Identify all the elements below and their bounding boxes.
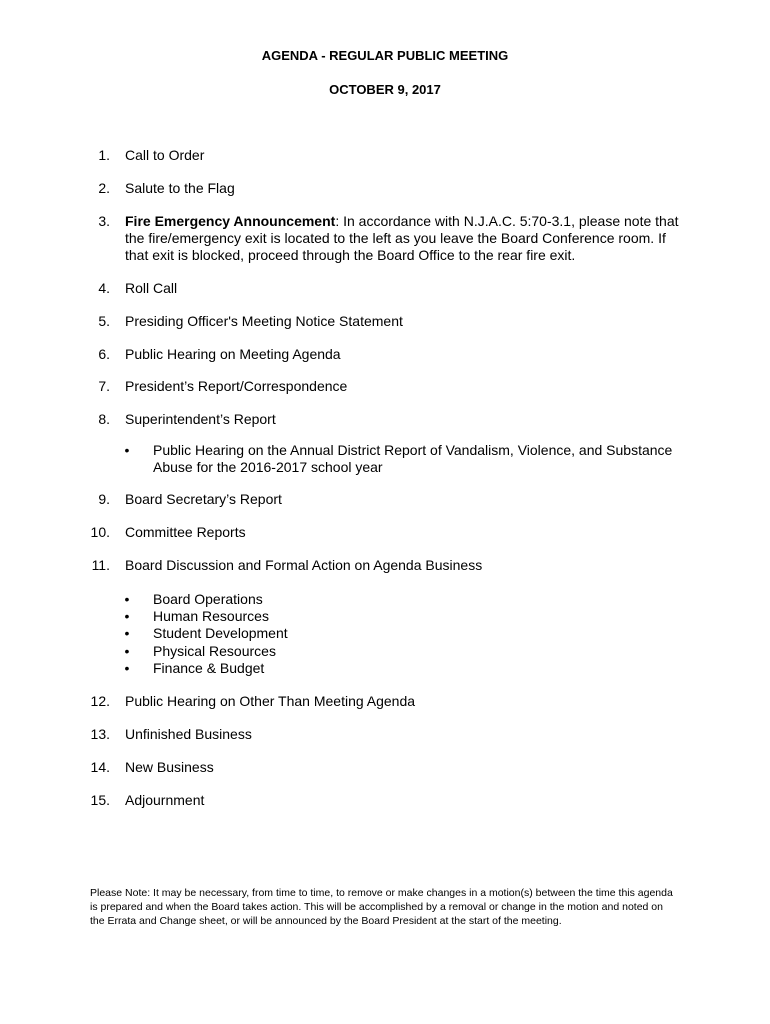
bullet-text: Human Resources <box>153 608 269 624</box>
page-title: AGENDA - REGULAR PUBLIC MEETING <box>261 48 509 63</box>
footer-note: Please Note: It may be necessary, from time to time, to remove or make changes in a motion(s) between the time this agenda is prepared and when the Board takes action. This will be accomplished by a removal or change in the motion and noted on the Errata and Change sheet, or will be announced by the Board President at the start of the meeting. <box>90 887 673 927</box>
fire-announcement-body: : In accordance with N.J.A.C. 5:70-3.1, please note that the fire/emergency exit is located to the left as you leave the Board Conference room. If that exit is blocked, proceed through the Board Office to the rear fire exit. <box>125 213 679 263</box>
item-text: Superintendent’s Report <box>125 411 276 427</box>
item-number: 11. <box>91 557 110 573</box>
item-number: 10. <box>90 524 110 540</box>
item-text: Board Secretary’s Report <box>125 491 282 507</box>
item-number: 3. <box>98 213 110 229</box>
bullet-icon: • <box>124 608 130 624</box>
item-text: Salute to the Flag <box>125 180 235 196</box>
bullet-icon: • <box>124 660 130 676</box>
item-text: Presiding Officer's Meeting Notice Statement <box>125 313 403 329</box>
bullet-icon: • <box>124 625 130 641</box>
item-text: Call to Order <box>125 147 205 163</box>
bullet-text: Board Operations <box>153 591 263 607</box>
item-number: 6. <box>98 346 110 362</box>
bullet-icon: • <box>124 643 130 659</box>
item-number: 13. <box>90 726 110 742</box>
item-number: 1. <box>98 147 110 163</box>
meeting-date: OCTOBER 9, 2017 <box>329 82 441 97</box>
item-number: 2. <box>98 180 110 196</box>
item-text: President’s Report/Correspondence <box>125 378 348 394</box>
item-number: 5. <box>98 313 110 329</box>
item-number: 8. <box>98 411 110 427</box>
item-number: 14. <box>90 759 110 775</box>
bullet-text: Finance & Budget <box>153 660 265 676</box>
item-text: Adjournment <box>125 792 205 808</box>
item-text: New Business <box>125 759 214 775</box>
item-number: 12. <box>90 693 110 709</box>
item-text: Roll Call <box>125 280 178 296</box>
item-text: Public Hearing on Other Than Meeting Agenda <box>125 693 416 709</box>
bullet-icon: • <box>124 442 130 458</box>
item-number: 15. <box>90 792 110 808</box>
bullet-icon: • <box>124 591 130 607</box>
item-text: Unfinished Business <box>125 726 252 742</box>
item-number: 4. <box>98 280 110 296</box>
bullet-text: Student Development <box>153 625 288 641</box>
bullet-text: Physical Resources <box>153 643 276 659</box>
item-number: 7. <box>98 378 110 394</box>
bullet-text: Public Hearing on the Annual District Report of Vandalism, Violence, and Substance Abuse for the 2016-2017 school year <box>153 442 673 475</box>
item-text: Committee Reports <box>125 524 246 540</box>
item-text: Board Discussion and Formal Action on Agenda Business <box>125 557 483 573</box>
item-text <box>125 213 685 264</box>
item-number: 9. <box>98 491 110 507</box>
item-text: Public Hearing on Meeting Agenda <box>125 346 341 362</box>
fire-announcement-heading: Fire Emergency Announcement <box>125 213 336 229</box>
